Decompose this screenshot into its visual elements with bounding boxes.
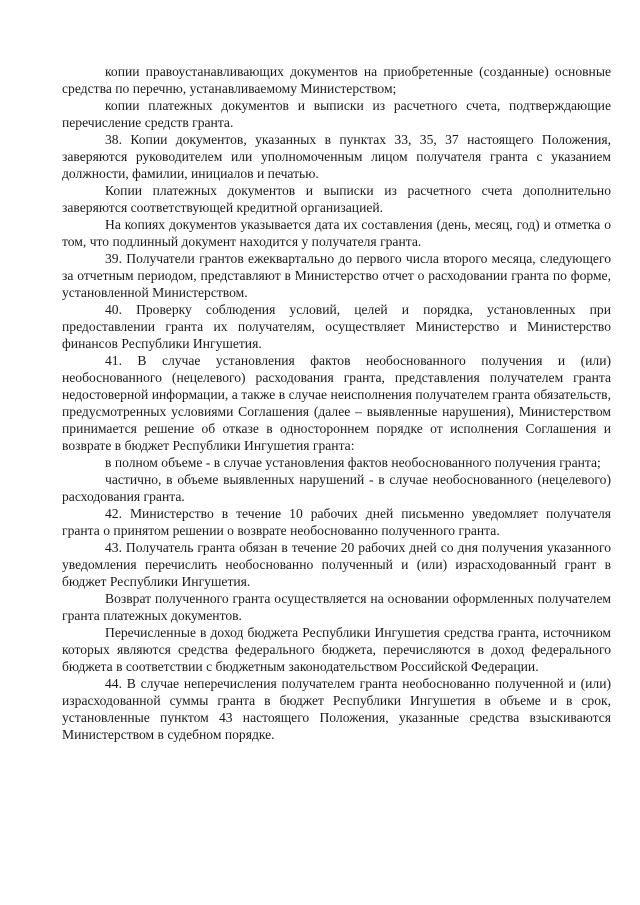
paragraph-clause-40: 40. Проверку соблюдения условий, целей и порядка, установленных при предоставлении гранта их получателям, осуществляет Министерство и Министерство финансов Республики Ингушетия.: [62, 302, 611, 351]
paragraph-full-refund: в полном объеме - в случае установления фактов необоснованного получения гранта;: [105, 455, 601, 470]
paragraph-clause-43: 43. Получатель гранта обязан в течение 20 рабочих дней со дня получения указанного уведомления перечислить необоснованно полученный и (или) израсходованный грант в бюджет Республики Ингушетия.: [62, 540, 611, 589]
paragraph-payment-copies: копии платежных документов и выписки из расчетного счета, подтверждающие перечисление средств гранта.: [62, 98, 611, 130]
paragraph-partial-refund: частично, в объеме выявленных нарушений - в случае необоснованного (нецелевого) расходования гранта.: [62, 472, 611, 504]
paragraph-federal-transfer: Перечисленные в доход бюджета Республики Ингушетия средства гранта, источником которых являются средства федерального бюджета, перечисляются в доход федерального бюджета в соответствии с бюджетным законодательством Российской Федерации.: [62, 625, 611, 674]
paragraph-clause-44: 44. В случае неперечисления получателем гранта необоснованно полученной и (или) израсходованной суммы гранта в бюджет Республики Ингушетия в объеме и в срок, установленные пунктом 43 настоящего Положения, указанные средства взыскиваются Министерством в судебном порядке.: [62, 676, 611, 742]
paragraph-copy-date: На копиях документов указывается дата их составления (день, месяц, год) и отметка о том, что подлинный документ находится у получателя гранта.: [62, 217, 611, 249]
paragraph-refund-basis: Возврат полученного гранта осуществляется на основании оформленных получателем гранта платежных документов.: [62, 591, 611, 623]
paragraph-docs-copies: копии правоустанавливающих документов на приобретенные (созданные) основные средства по перечню, устанавливаемому Министерством;: [62, 64, 611, 96]
document-page: [62, 63, 611, 743]
paragraph-clause-39: 39. Получатели грантов ежеквартально до первого числа второго месяца, следующего за отчетным периодом, представляют в Министерство отчет о расходовании гранта по форме, установленной Министерством.: [62, 251, 611, 300]
paragraph-clause-38: 38. Копии документов, указанных в пунктах 33, 35, 37 настоящего Положения, заверяются руководителем или уполномоченным лицом получателя гранта с указанием должности, фамилии, инициалов и печатью.: [62, 132, 611, 181]
paragraph-bank-certification: Копии платежных документов и выписки из расчетного счета дополнительно заверяются соответствующей кредитной организацией.: [62, 183, 611, 215]
paragraph-clause-42: 42. Министерство в течение 10 рабочих дней письменно уведомляет получателя гранта о принятом решении о возврате необоснованно полученного гранта.: [62, 506, 611, 538]
paragraph-clause-41: 41. В случае установления фактов необоснованного получения и (или) необоснованного (нецелевого) расходования гранта, представления получателем гранта недостоверной информации, а также в случае неисполнения получателем гранта обязательств, предусмотренных условиями Соглашения (далее – выявленные нарушения), Министерством принимается решение об отказе в одностороннем порядке от исполнения Соглашения и возврате в бюджет Республики Ингушетия гранта:: [62, 353, 611, 453]
